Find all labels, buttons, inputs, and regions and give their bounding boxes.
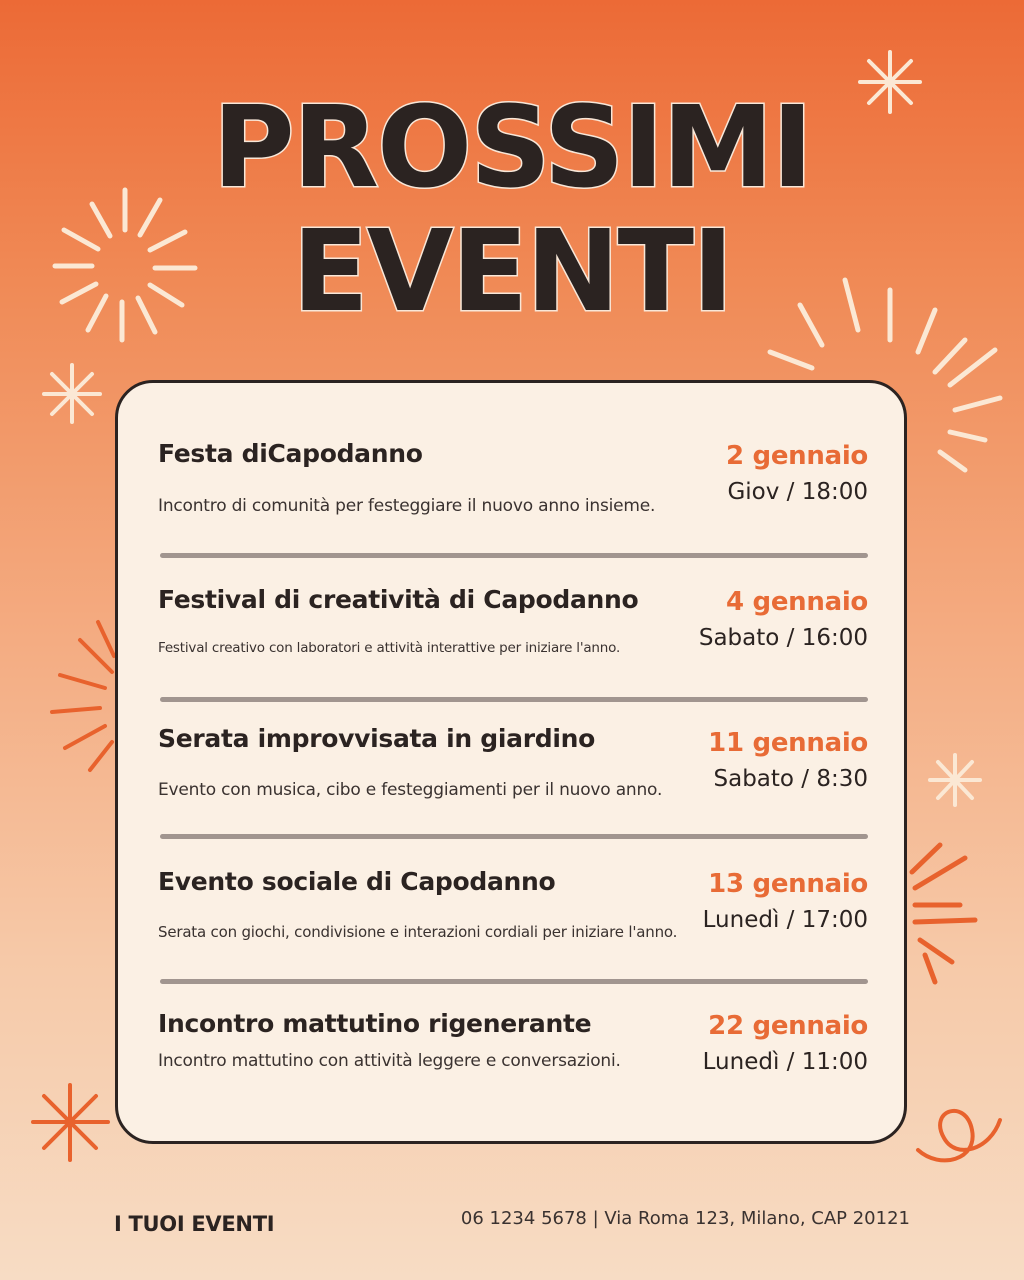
- event-description: Incontro mattutino con attività leggere e conversazioni.: [158, 1051, 621, 1071]
- event-time: Sabato / 8:30: [713, 766, 868, 792]
- event-item: [158, 1009, 868, 1119]
- event-time: Lunedì / 11:00: [702, 1049, 868, 1075]
- event-description: Serata con giochi, condivisione e interazioni cordiali per iniziare l'anno.: [158, 923, 678, 941]
- sparkle-icon: [930, 755, 980, 805]
- sparkle-icon: [44, 365, 100, 422]
- event-item: [158, 585, 868, 695]
- event-date: 2 gennaio: [725, 441, 868, 471]
- event-description: Festival creativo con laboratori e attività interattive per iniziare l'anno.: [158, 640, 621, 656]
- event-name: Festival di creatività di Capodanno: [158, 585, 639, 614]
- swirl-icon: [918, 1111, 1000, 1161]
- event-time: Lunedì / 17:00: [702, 907, 868, 933]
- divider: [160, 834, 868, 839]
- event-description: Incontro di comunità per festeggiare il nuovo anno insieme.: [158, 496, 656, 516]
- event-date: 11 gennaio: [708, 728, 868, 758]
- title-line-2: EVENTI: [292, 207, 732, 337]
- event-time: Sabato / 16:00: [698, 625, 868, 651]
- event-name: Serata improvvisata in giardino: [158, 724, 596, 753]
- event-date: 4 gennaio: [725, 587, 868, 617]
- event-item: [158, 439, 868, 549]
- page-title: [0, 83, 1024, 337]
- divider: [160, 697, 868, 702]
- footer-brand: I TUOI EVENTI: [114, 1212, 275, 1236]
- event-description: Evento con musica, cibo e festeggiamenti per il nuovo anno.: [158, 780, 663, 800]
- sparkle-icon: [33, 1085, 108, 1160]
- firework-burst-icon: [912, 845, 975, 982]
- event-name: Incontro mattutino rigenerante: [158, 1009, 592, 1038]
- event-item: [158, 867, 868, 977]
- divider: [160, 979, 868, 984]
- event-date: 13 gennaio: [708, 869, 868, 899]
- events-card: [115, 380, 907, 1144]
- divider: [160, 553, 868, 558]
- event-name: Festa diCapodanno: [158, 439, 423, 468]
- event-time: Giov / 18:00: [727, 479, 868, 505]
- event-date: 22 gennaio: [708, 1011, 868, 1041]
- firework-burst-icon: [52, 622, 114, 770]
- event-item: [158, 724, 868, 834]
- footer-contact: 06 1234 5678 | Via Roma 123, Milano, CAP 20121: [460, 1208, 910, 1229]
- title-line-1: PROSSIMI: [212, 83, 812, 213]
- event-name: Evento sociale di Capodanno: [158, 867, 556, 896]
